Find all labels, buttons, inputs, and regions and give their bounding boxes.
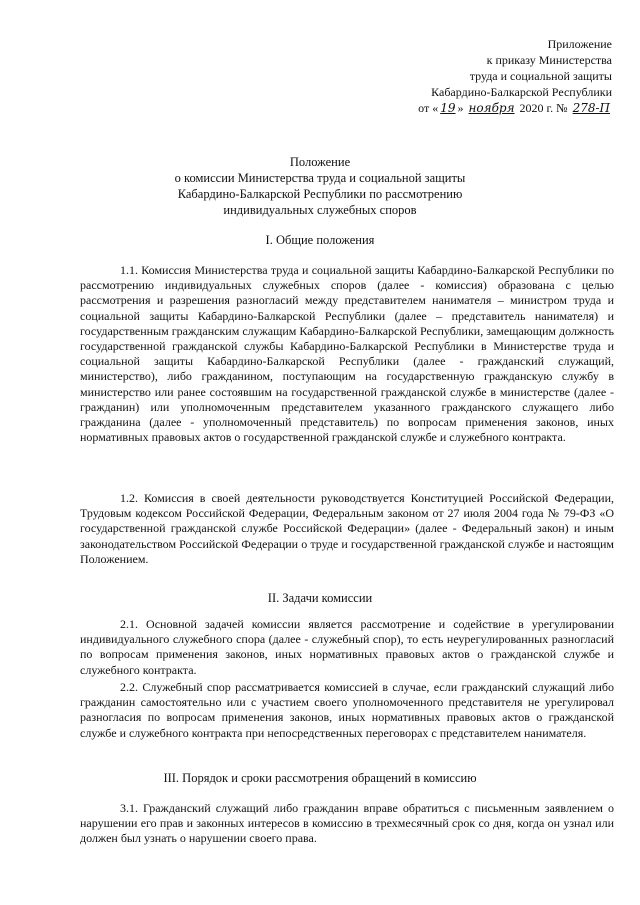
appendix-date-line — [418, 100, 612, 116]
paragraph-1-1: 1.1. Комиссия Министерства труда и социальной защиты Кабардино-Балкарской Республики по рассмотрению индивидуальных служебных споров (далее - комиссия) образована с целью рассмотрения и разрешения разногласий между представителем нанимателя – министром труда и социальной защиты Кабардино-Балкарской Республики (далее – представитель нанимателя) и государственным гражданским служащим Кабардино-Балкарской Республики, замещающим должность государственной гражданской службы Кабардино-Балкарской Республики в Министерстве труда и социальной защиты Кабардино-Балкарской Республики (далее - гражданский служащий, министерство), либо гражданином, поступающим на государственную гражданскую службу в министерство или ранее состоявшим на государственной гражданской службе в министерстве (далее - гражданин) или уполномоченным представителем указанного гражданского служащего либо гражданина (далее - уполномоченный представитель) по вопросам применения законов, иных нормативных правовых актов о государственной гражданской службе и служебного контракта. — [80, 263, 614, 445]
document-title — [0, 154, 640, 218]
date-prefix: от « — [418, 101, 439, 115]
paragraph-3-1: 3.1. Гражданский служащий либо гражданин вправе обратиться с письменным заявлением о нарушении его прав и законных интересов в комиссию в трехмесячный срок со дня, когда он узнал или должен был узнать о нарушении своего права. — [80, 801, 614, 846]
title-line-2: о комиссии Министерства труда и социальной защиты — [174, 171, 466, 185]
order-number: 278-П — [572, 101, 610, 115]
date-mid: » — [457, 101, 467, 115]
paragraph-2-1: 2.1. Основной задачей комиссии является рассмотрение и содействие в урегулировании индивидуального служебного спора (далее - служебный спор), то есть неурегулированных разногласий по вопросам применения законов, иных нормативных правовых актов о гражданской службе и служебного контракта. — [80, 617, 614, 677]
paragraph-2-2: 2.2. Служебный спор рассматривается комиссией в случае, если гражданский служащий либо гражданин самостоятельно или с участием своего уполномоченного представителя не урегулировал разногласия по вопросам применения законов, иных нормативных правовых актов о гражданской службе и служебного контракта при непосредственных переговорах с представителем нанимателя. — [80, 680, 614, 740]
title-line-3: Кабардино-Балкарской Республики по рассмотрению — [177, 187, 463, 201]
section-1-heading: I. Общие положения — [265, 233, 375, 247]
appendix-line-1: Приложение — [547, 37, 612, 51]
appendix-line-3: труда и социальной защиты — [469, 69, 612, 83]
appendix-line-4: Кабардино-Балкарской Республики — [431, 85, 612, 99]
section-2-heading: II. Задачи комиссии — [267, 591, 373, 605]
date-month: ноября — [468, 101, 515, 115]
paragraph-1-2: 1.2. Комиссия в своей деятельности руководствуется Конституцией Российской Федерации, Трудовым кодексом Российской Федерации, Федеральным законом от 27 июля 2004 года № 79-ФЗ «О государственной гражданской службе Российской Федерации» (далее - Федеральный закон) и иным законодательством Российской Федерации о труде и государственной гражданской службе и настоящим Положением. — [80, 491, 614, 566]
date-year: 2020 г. № — [516, 101, 571, 115]
appendix-block — [418, 36, 612, 116]
appendix-line-2: к приказу Министерства — [486, 53, 612, 67]
date-day: 19 — [440, 101, 456, 115]
title-line-4: индивидуальных служебных споров — [223, 203, 417, 217]
title-line-1: Положение — [289, 155, 351, 169]
section-3-heading: III. Порядок и сроки рассмотрения обращений в комиссию — [163, 771, 477, 785]
